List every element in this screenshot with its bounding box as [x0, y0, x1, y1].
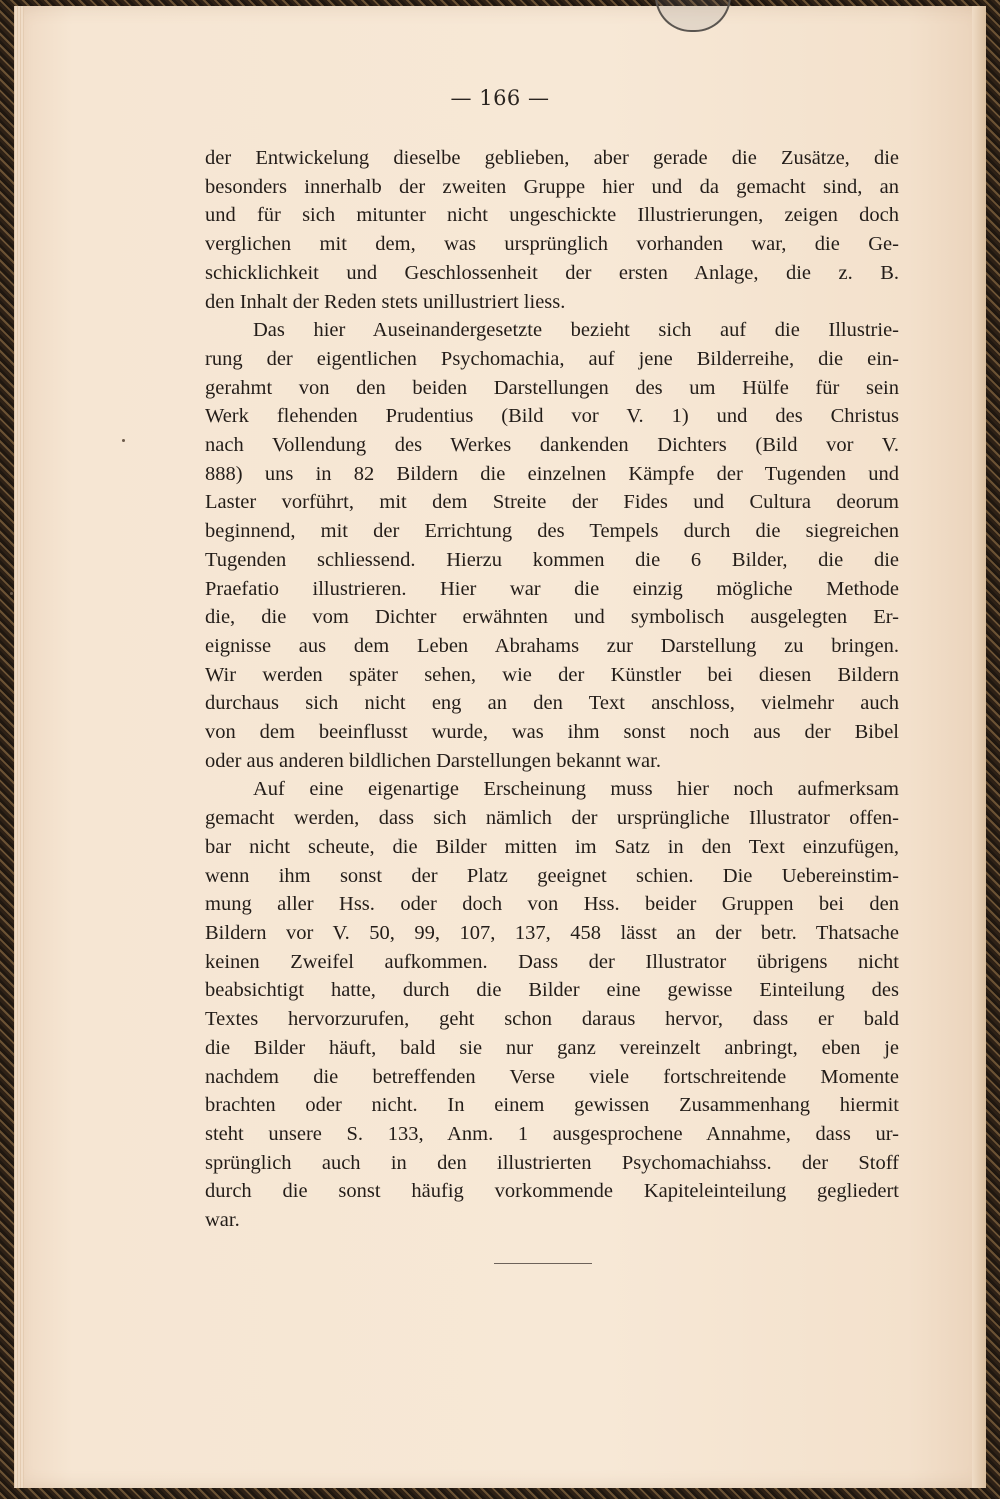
text-line: war.: [205, 1209, 240, 1232]
text-line: keinen Zweifel aufkommen. Dass der Illustrator übrigens nicht: [205, 950, 899, 973]
text-line: beabsichtigt hatte, durch die Bilder eine gewisse Einteilung des: [205, 979, 899, 1002]
margin-speck: [10, 592, 13, 595]
text-line: Das hier Auseinandergesetzte bezieht sich auf die Illustrie-: [253, 319, 899, 342]
text-line: Bildern vor V. 50, 99, 107, 137, 458 lässt an der betr. Thatsache: [205, 921, 899, 944]
text-line: verglichen mit dem, was ursprünglich vorhanden war, die Ge-: [205, 233, 899, 256]
text-line: sprünglich auch in den illustrierten Psychomachiahss. der Stoff: [205, 1151, 899, 1174]
text-line: 888) uns in 82 Bildern die einzelnen Kämpfe der Tugenden und: [205, 462, 899, 485]
text-line: von dem beeinflusst wurde, was ihm sonst noch aus der Bibel: [205, 721, 899, 744]
text-line: Auf eine eigenartige Erscheinung muss hier noch aufmerksam: [253, 778, 899, 801]
text-line: besonders innerhalb der zweiten Gruppe hier und da gemacht sind, an: [205, 175, 899, 198]
text-line: brachten oder nicht. In einem gewissen Zusammenhang hiermit: [205, 1094, 899, 1117]
text-line: und für sich mitunter nicht ungeschickte Illustrierungen, zeigen doch: [205, 204, 899, 227]
text-line: schicklichkeit und Geschlossenheit der ersten Anlage, die z. B.: [205, 261, 899, 284]
text-line: Textes hervorzurufen, geht schon daraus hervor, dass er bald: [205, 1008, 899, 1031]
text-line: bar nicht scheute, die Bilder mitten im Satz in den Text einzufügen,: [205, 835, 899, 858]
text-line: durchaus sich nicht eng an den Text anschloss, vielmehr auch: [205, 692, 899, 715]
text-line: durch die sonst häufig vorkommende Kapiteleinteilung gegliedert: [205, 1180, 899, 1203]
text-line: oder aus anderen bildlichen Darstellungen bekannt war.: [205, 749, 661, 772]
text-line: Wir werden später sehen, wie der Künstler bei diesen Bildern: [205, 663, 899, 686]
text-line: gemacht werden, dass sich nämlich der ursprüngliche Illustrator offen-: [205, 807, 899, 830]
text-line: rung der eigentlichen Psychomachia, auf jene Bilderreihe, die ein-: [205, 347, 899, 370]
text-line: nach Vollendung des Werkes dankenden Dichters (Bild vor V.: [205, 434, 899, 457]
text-line: steht unsere S. 133, Anm. 1 ausgesprochene Annahme, dass ur-: [205, 1122, 899, 1145]
text-line: beginnend, mit der Errichtung des Tempels durch die siegreichen: [205, 520, 899, 543]
text-line: gerahmt von den beiden Darstellungen des um Hülfe für sein: [205, 376, 899, 399]
page-edge-right: [972, 6, 986, 1488]
section-end-rule: [494, 1263, 592, 1264]
text-line: die, die vom Dichter erwähnten und symbolisch ausgelegten Er-: [205, 606, 899, 629]
page-number: — 166 —: [450, 86, 550, 110]
text-line: wenn ihm sonst der Platz geeignet schien. Die Uebereinstim-: [205, 864, 899, 887]
text-line: eignisse aus dem Leben Abrahams zur Darstellung zu bringen.: [205, 634, 899, 657]
text-line: der Entwickelung dieselbe geblieben, aber gerade die Zusätze, die: [205, 147, 899, 169]
text-line: Tugenden schliessend. Hierzu kommen die 6 Bilder, die die: [205, 548, 899, 571]
text-line: Praefatio illustrieren. Hier war die einzig mögliche Methode: [205, 577, 899, 600]
text-line: mung aller Hss. oder doch von Hss. beider Gruppen bei den: [205, 893, 899, 916]
text-line: den Inhalt der Reden stets unillustriert liess.: [205, 290, 566, 313]
page-edge-left: [14, 6, 24, 1488]
text-line: Werk flehenden Prudentius (Bild vor V. 1) und des Christus: [205, 405, 899, 428]
text-line: Laster vorführt, mit dem Streite der Fides und Cultura deorum: [205, 491, 899, 514]
body-text: [205, 144, 899, 1235]
text-line: nachdem die betreffenden Verse viele fortschreitende Momente: [205, 1065, 899, 1088]
text-line: die Bilder häuft, bald sie nur ganz vereinzelt anbringt, eben je: [205, 1036, 899, 1059]
margin-speck: [122, 439, 125, 442]
